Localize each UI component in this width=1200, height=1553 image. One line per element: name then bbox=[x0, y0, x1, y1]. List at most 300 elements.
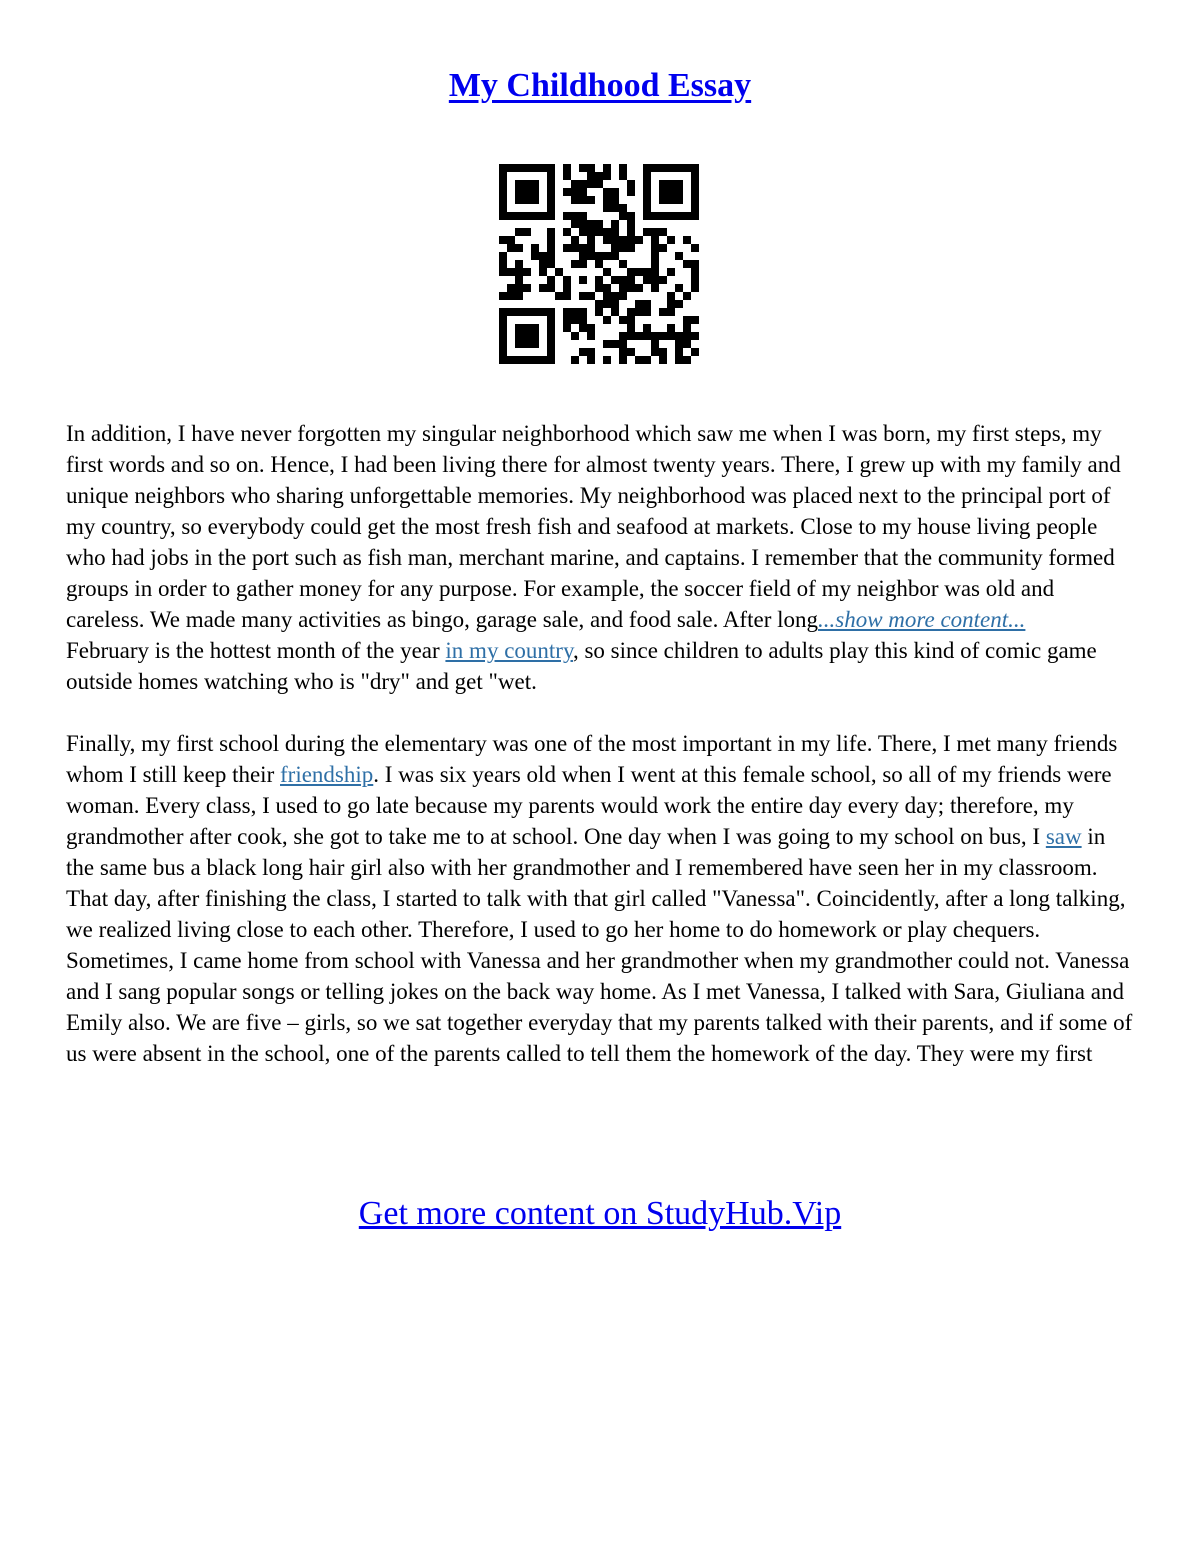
qr-module bbox=[675, 164, 683, 172]
paragraph-2-text-a: Finally, my first school during the elementary was one of the most important in my life. There, I met many friends whom I still keep their bbox=[66, 731, 1118, 787]
qr-module bbox=[563, 164, 571, 172]
qr-module bbox=[515, 292, 523, 300]
qr-module bbox=[611, 340, 619, 348]
qr-module bbox=[499, 252, 507, 260]
qr-module bbox=[587, 324, 595, 332]
qr-module bbox=[651, 276, 659, 284]
qr-module bbox=[659, 228, 667, 236]
qr-module bbox=[611, 204, 619, 212]
qr-module bbox=[683, 292, 691, 300]
qr-module bbox=[563, 212, 571, 220]
qr-module bbox=[547, 188, 555, 196]
qr-module bbox=[571, 260, 579, 268]
qr-module bbox=[667, 164, 675, 172]
qr-module bbox=[515, 276, 523, 284]
qr-module bbox=[691, 244, 699, 252]
qr-module bbox=[603, 300, 611, 308]
qr-module bbox=[547, 324, 555, 332]
qr-module bbox=[523, 228, 531, 236]
qr-module bbox=[507, 268, 515, 276]
qr-module bbox=[667, 188, 675, 196]
qr-module bbox=[691, 180, 699, 188]
qr-module bbox=[547, 356, 555, 364]
qr-module bbox=[499, 332, 507, 340]
qr-module bbox=[603, 228, 611, 236]
qr-module bbox=[611, 292, 619, 300]
qr-module bbox=[691, 196, 699, 204]
qr-module bbox=[683, 212, 691, 220]
qr-module bbox=[539, 164, 547, 172]
qr-module bbox=[643, 180, 651, 188]
qr-module bbox=[627, 220, 635, 228]
qr-module bbox=[595, 180, 603, 188]
qr-module bbox=[571, 308, 579, 316]
link-friendship[interactable]: friendship bbox=[280, 762, 374, 787]
qr-module bbox=[619, 244, 627, 252]
qr-module bbox=[547, 316, 555, 324]
page-title bbox=[0, 62, 1200, 110]
footer bbox=[0, 1192, 1200, 1236]
qr-module bbox=[507, 164, 515, 172]
qr-module bbox=[683, 340, 691, 348]
qr-module bbox=[547, 204, 555, 212]
qr-module bbox=[499, 348, 507, 356]
link-in-my-country[interactable]: in my country bbox=[445, 638, 573, 663]
qr-module bbox=[523, 196, 531, 204]
qr-module bbox=[531, 324, 539, 332]
qr-module bbox=[587, 196, 595, 204]
qr-module bbox=[587, 236, 595, 244]
qr-module bbox=[627, 236, 635, 244]
qr-module bbox=[547, 340, 555, 348]
qr-module bbox=[611, 188, 619, 196]
qr-module bbox=[691, 284, 699, 292]
qr-module bbox=[635, 284, 643, 292]
qr-module bbox=[627, 212, 635, 220]
qr-module bbox=[643, 276, 651, 284]
qr-module bbox=[563, 276, 571, 284]
show-more-link[interactable]: ...show more content... bbox=[818, 607, 1026, 632]
qr-module bbox=[579, 308, 587, 316]
qr-module bbox=[627, 228, 635, 236]
qr-module bbox=[635, 308, 643, 316]
qr-module bbox=[507, 284, 515, 292]
qr-module bbox=[651, 164, 659, 172]
qr-module bbox=[683, 356, 691, 364]
qr-module bbox=[579, 324, 587, 332]
qr-module bbox=[667, 212, 675, 220]
qr-module bbox=[627, 324, 635, 332]
qr-module bbox=[667, 308, 675, 316]
qr-module bbox=[499, 196, 507, 204]
qr-module bbox=[619, 292, 627, 300]
qr-module bbox=[515, 332, 523, 340]
qr-module bbox=[563, 228, 571, 236]
qr-module bbox=[619, 204, 627, 212]
qr-module bbox=[627, 308, 635, 316]
qr-module bbox=[499, 236, 507, 244]
qr-module bbox=[595, 284, 603, 292]
qr-module bbox=[611, 220, 619, 228]
qr-module bbox=[571, 316, 579, 324]
qr-module bbox=[691, 204, 699, 212]
qr-module bbox=[499, 204, 507, 212]
qr-module bbox=[651, 284, 659, 292]
qr-module bbox=[595, 172, 603, 180]
qr-module bbox=[547, 164, 555, 172]
qr-module bbox=[659, 188, 667, 196]
qr-module bbox=[515, 324, 523, 332]
qr-module bbox=[587, 292, 595, 300]
qr-module bbox=[507, 212, 515, 220]
qr-module bbox=[531, 356, 539, 364]
qr-module bbox=[627, 276, 635, 284]
qr-module bbox=[659, 276, 667, 284]
qr-module bbox=[547, 236, 555, 244]
qr-module bbox=[563, 188, 571, 196]
qr-module bbox=[659, 308, 667, 316]
paragraph-1-text-a: In addition, I have never forgotten my singular neighborhood which saw me when I was born, my first steps, my first words and so on. Hence, I had been living there for almost twenty years. There, I grew up with my family and unique neighbors who sharing unforgettable memories. My neighborhood was placed next to the principal port of my country, so everybody could get the most fresh fish and seafood at markets. Close to my house living people who had jobs in the port such as fish man, merchant marine, and captains. I remember that the community formed groups in order to gather money for any purpose. For example, the soccer field of my neighbor was old and careless. We made many activities as bingo, garage sale, and food sale. After long bbox=[66, 421, 1121, 632]
qr-module bbox=[499, 260, 507, 268]
qr-module bbox=[595, 260, 603, 268]
qr-module bbox=[643, 228, 651, 236]
qr-module bbox=[643, 324, 651, 332]
qr-module bbox=[667, 300, 675, 308]
qr-module bbox=[603, 236, 611, 244]
qr-module bbox=[523, 268, 531, 276]
qr-module bbox=[611, 196, 619, 204]
qr-module bbox=[691, 268, 699, 276]
qr-module bbox=[691, 332, 699, 340]
qr-module bbox=[571, 332, 579, 340]
qr-module bbox=[499, 180, 507, 188]
qr-module bbox=[587, 332, 595, 340]
qr-module bbox=[603, 188, 611, 196]
qr-module bbox=[691, 164, 699, 172]
qr-module bbox=[643, 212, 651, 220]
qr-module bbox=[515, 228, 523, 236]
qr-module bbox=[635, 268, 643, 276]
qr-module bbox=[587, 356, 595, 364]
qr-module bbox=[643, 188, 651, 196]
qr-module bbox=[595, 220, 603, 228]
qr-module bbox=[499, 292, 507, 300]
qr-module bbox=[579, 348, 587, 356]
qr-module bbox=[539, 260, 547, 268]
paragraph-2-text-b: . I was six years old when I went at this female school, so all of my friends were woman. Every class, I used to go late because my parents would work the entire day every day; therefore, my grandmother after cook, she got to take me to at school. One day when I was going to my school on bus, I bbox=[66, 762, 1112, 849]
paragraph-2 bbox=[66, 728, 1136, 1069]
qr-module bbox=[691, 260, 699, 268]
paragraph-1-text-c: , so since children to adults play this kind of comic game outside homes watching who is "dry" and get "wet. bbox=[66, 638, 1097, 694]
qr-module bbox=[595, 300, 603, 308]
qr-module bbox=[675, 196, 683, 204]
qr-module bbox=[515, 188, 523, 196]
qr-module bbox=[579, 220, 587, 228]
qr-module bbox=[659, 348, 667, 356]
qr-module bbox=[507, 244, 515, 252]
qr-module bbox=[515, 260, 523, 268]
qr-module bbox=[579, 316, 587, 324]
qr-module bbox=[643, 164, 651, 172]
studyhub-link[interactable]: Get more content on StudyHub.Vip bbox=[358, 1195, 842, 1232]
qr-module bbox=[627, 244, 635, 252]
qr-module bbox=[683, 260, 691, 268]
qr-module bbox=[515, 268, 523, 276]
qr-module bbox=[691, 212, 699, 220]
essay-body bbox=[66, 418, 1136, 1100]
qr-module bbox=[643, 332, 651, 340]
qr-module bbox=[675, 212, 683, 220]
qr-module bbox=[627, 268, 635, 276]
qr-module bbox=[659, 180, 667, 188]
qr-module bbox=[643, 300, 651, 308]
qr-module bbox=[539, 284, 547, 292]
qr-module bbox=[667, 292, 675, 300]
qr-module bbox=[547, 228, 555, 236]
qr-module bbox=[523, 180, 531, 188]
qr-module bbox=[619, 332, 627, 340]
qr-module bbox=[659, 164, 667, 172]
qr-module bbox=[531, 180, 539, 188]
qr-module bbox=[515, 244, 523, 252]
qr-module bbox=[603, 204, 611, 212]
qr-module bbox=[523, 164, 531, 172]
qr-module bbox=[651, 236, 659, 244]
qr-module bbox=[523, 356, 531, 364]
qr-module bbox=[611, 236, 619, 244]
qr-module bbox=[571, 180, 579, 188]
qr-module bbox=[651, 252, 659, 260]
qr-module bbox=[635, 356, 643, 364]
qr-module bbox=[651, 332, 659, 340]
qr-module bbox=[547, 260, 555, 268]
qr-module bbox=[651, 228, 659, 236]
qr-module bbox=[499, 268, 507, 276]
qr-code bbox=[499, 164, 699, 364]
qr-module bbox=[603, 284, 611, 292]
qr-module bbox=[643, 204, 651, 212]
qr-module bbox=[659, 244, 667, 252]
qr-module bbox=[523, 332, 531, 340]
qr-module bbox=[619, 340, 627, 348]
qr-module bbox=[643, 308, 651, 316]
qr-module bbox=[547, 196, 555, 204]
qr-module bbox=[603, 172, 611, 180]
qr-module bbox=[571, 356, 579, 364]
title-link[interactable]: My Childhood Essay bbox=[448, 67, 752, 104]
qr-module bbox=[603, 292, 611, 300]
qr-module bbox=[539, 308, 547, 316]
qr-module bbox=[611, 276, 619, 284]
qr-module bbox=[571, 236, 579, 244]
qr-module bbox=[515, 164, 523, 172]
qr-module bbox=[523, 308, 531, 316]
qr-module bbox=[587, 348, 595, 356]
qr-module bbox=[611, 252, 619, 260]
qr-module bbox=[579, 260, 587, 268]
qr-module bbox=[547, 180, 555, 188]
qr-module bbox=[547, 348, 555, 356]
qr-module bbox=[659, 212, 667, 220]
qr-module bbox=[683, 236, 691, 244]
qr-module bbox=[563, 244, 571, 252]
qr-module bbox=[675, 180, 683, 188]
qr-module bbox=[563, 316, 571, 324]
qr-module bbox=[515, 284, 523, 292]
qr-module bbox=[675, 332, 683, 340]
qr-module bbox=[683, 316, 691, 324]
qr-module bbox=[651, 244, 659, 252]
qr-module bbox=[659, 356, 667, 364]
qr-module bbox=[587, 244, 595, 252]
qr-module bbox=[651, 340, 659, 348]
qr-module bbox=[499, 164, 507, 172]
qr-module bbox=[579, 276, 587, 284]
qr-module bbox=[531, 332, 539, 340]
qr-module bbox=[627, 348, 635, 356]
qr-module bbox=[603, 356, 611, 364]
qr-module bbox=[651, 268, 659, 276]
qr-module bbox=[619, 212, 627, 220]
qr-module bbox=[667, 332, 675, 340]
qr-module bbox=[499, 308, 507, 316]
qr-module bbox=[555, 292, 563, 300]
qr-module bbox=[595, 308, 603, 316]
qr-module bbox=[555, 268, 563, 276]
qr-module bbox=[611, 244, 619, 252]
qr-module bbox=[691, 316, 699, 324]
qr-module bbox=[619, 164, 627, 172]
qr-module bbox=[579, 164, 587, 172]
qr-module bbox=[595, 228, 603, 236]
qr-module bbox=[531, 244, 539, 252]
qr-module bbox=[691, 276, 699, 284]
qr-module bbox=[563, 292, 571, 300]
qr-module bbox=[587, 228, 595, 236]
qr-module bbox=[619, 172, 627, 180]
qr-module bbox=[619, 276, 627, 284]
qr-module bbox=[603, 164, 611, 172]
qr-module bbox=[651, 348, 659, 356]
qr-module bbox=[507, 236, 515, 244]
qr-module bbox=[627, 316, 635, 324]
link-saw[interactable]: saw bbox=[1045, 824, 1082, 849]
qr-module bbox=[499, 356, 507, 364]
qr-module bbox=[675, 252, 683, 260]
qr-module bbox=[683, 324, 691, 332]
qr-module bbox=[563, 308, 571, 316]
qr-module bbox=[579, 228, 587, 236]
qr-module bbox=[547, 212, 555, 220]
qr-module bbox=[611, 228, 619, 236]
qr-module bbox=[571, 244, 579, 252]
qr-module bbox=[667, 268, 675, 276]
qr-module bbox=[675, 348, 683, 356]
qr-module bbox=[523, 188, 531, 196]
qr-module bbox=[675, 340, 683, 348]
qr-module bbox=[579, 292, 587, 300]
qr-module bbox=[579, 212, 587, 220]
qr-module bbox=[611, 300, 619, 308]
qr-module bbox=[619, 348, 627, 356]
qr-module bbox=[571, 196, 579, 204]
qr-module bbox=[619, 284, 627, 292]
qr-module bbox=[531, 340, 539, 348]
qr-module bbox=[667, 180, 675, 188]
qr-module bbox=[499, 212, 507, 220]
paragraph-1-text-b: February is the hottest month of the year bbox=[66, 638, 446, 663]
qr-module bbox=[531, 252, 539, 260]
qr-module bbox=[579, 244, 587, 252]
qr-module bbox=[627, 332, 635, 340]
qr-module bbox=[595, 252, 603, 260]
qr-module bbox=[627, 284, 635, 292]
qr-module bbox=[515, 196, 523, 204]
qr-module bbox=[619, 356, 627, 364]
qr-module bbox=[691, 348, 699, 356]
qr-module bbox=[603, 252, 611, 260]
qr-module bbox=[515, 340, 523, 348]
qr-module bbox=[619, 316, 627, 324]
qr-module bbox=[499, 188, 507, 196]
qr-module bbox=[547, 284, 555, 292]
qr-module bbox=[539, 212, 547, 220]
qr-module bbox=[547, 172, 555, 180]
qr-module bbox=[643, 196, 651, 204]
qr-module bbox=[571, 188, 579, 196]
paragraph-2-text-c: in the same bus a black long hair girl also with her grandmother and I remembered have seen her in my classroom. That day, after finishing the class, I started to talk with that girl called "Vanessa". Coincidently, after a long talking, we realized living close to each other. Therefore, I used to go her home to do homework or play chequers. Sometimes, I came home from school with Vanessa and her grandmother when my grandmother could not. Vanessa and I sang popular songs or telling jokes on the back way home. As I met Vanessa, I talked with Sara, Giuliana and Emily also. We are five – girls, so we sat together everyday that my parents talked with their parents, and if some of us were absent in the school, one of the parents called to tell them the homework of the day. They were my first bbox=[66, 824, 1133, 1066]
qr-module bbox=[667, 236, 675, 244]
qr-module bbox=[499, 324, 507, 332]
qr-module bbox=[691, 172, 699, 180]
qr-module bbox=[515, 212, 523, 220]
qr-module bbox=[587, 252, 595, 260]
qr-module bbox=[499, 172, 507, 180]
qr-module bbox=[595, 276, 603, 284]
qr-module bbox=[659, 332, 667, 340]
qr-module bbox=[587, 164, 595, 172]
qr-module bbox=[547, 244, 555, 252]
qr-module bbox=[643, 172, 651, 180]
qr-module bbox=[539, 356, 547, 364]
qr-module bbox=[547, 276, 555, 284]
qr-module bbox=[635, 300, 643, 308]
qr-module bbox=[643, 268, 651, 276]
qr-module bbox=[619, 260, 627, 268]
qr-module bbox=[531, 212, 539, 220]
qr-module bbox=[507, 356, 515, 364]
qr-module bbox=[651, 260, 659, 268]
qr-module bbox=[683, 164, 691, 172]
qr-module bbox=[571, 212, 579, 220]
qr-module bbox=[507, 308, 515, 316]
qr-module bbox=[523, 324, 531, 332]
qr-module bbox=[563, 284, 571, 292]
qr-module bbox=[515, 308, 523, 316]
qr-module bbox=[507, 292, 515, 300]
qr-module bbox=[675, 300, 683, 308]
qr-module bbox=[515, 356, 523, 364]
qr-module bbox=[547, 308, 555, 316]
qr-module bbox=[579, 196, 587, 204]
qr-module bbox=[667, 196, 675, 204]
qr-module bbox=[547, 332, 555, 340]
qr-module bbox=[579, 252, 587, 260]
qr-module bbox=[499, 316, 507, 324]
qr-module bbox=[587, 172, 595, 180]
qr-module bbox=[635, 332, 643, 340]
qr-module bbox=[547, 252, 555, 260]
